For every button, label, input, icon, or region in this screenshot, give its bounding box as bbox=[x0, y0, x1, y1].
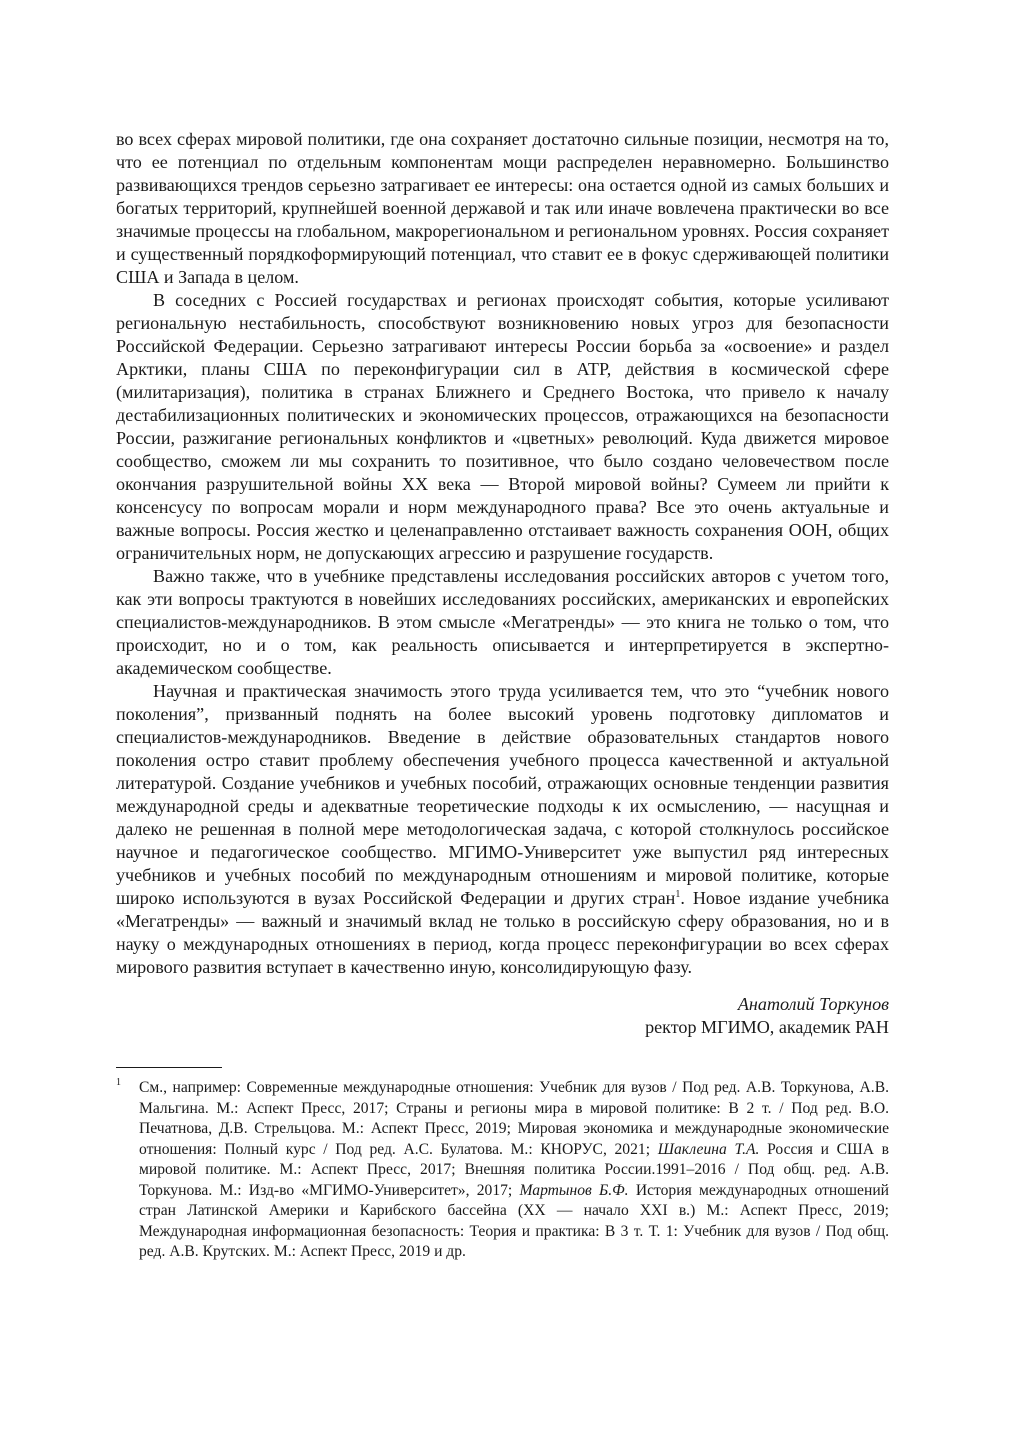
footnote-author-shakleina: Шаклеина Т.А. bbox=[657, 1140, 760, 1158]
footnote-author-martynov: Мартынов Б.Ф. bbox=[519, 1181, 629, 1199]
footnote-reference[interactable]: 1 bbox=[675, 888, 681, 900]
author-role: ректор МГИМО, академик РАН bbox=[645, 1017, 889, 1037]
paragraph-textbook-research: Важно также, что в учебнике представлены исследования российских авторов с учетом того, как эти вопросы трактуются в новейших исследованиях российских, американских и европейских специалистов-международников. В этом смысле «Мегатренды» — это книга не только о том, что происходит, но и о том, как реальность описывается и интерпретируется в экспертно-академическом сообществе. bbox=[116, 566, 889, 678]
author-name: Анатолий Торкунов bbox=[737, 994, 889, 1014]
paragraph-significance-text-end: . Новое издание учебника «Мегатренды» — важный и значимый вклад не только в российскую сферу образования, но и в науку о международных отношениях в период, когда процесс переконфигурации во всех сферах мирового развития вступает в качественно иную, консолидирующую фазу. bbox=[116, 888, 889, 977]
paragraph-significance bbox=[116, 680, 889, 979]
footnote-number: 1 bbox=[116, 1077, 121, 1088]
footnote-text: Россия и США в мировой политике. М.: Аспект Пресс, 2017; Внешняя политика России.1991–2016 / Под общ. ред. А.В. Торкунова. М.: Изд-во «МГИМО-Университет», 2017; bbox=[139, 1140, 889, 1199]
document-page bbox=[116, 128, 889, 1263]
paragraph-neighbor-states: В соседних с Россией государствах и регионах происходят события, которые усиливают региональную нестабильность, способствуют возникновению новых угроз для безопасности Российской Федерации. Серьезно затрагивают интересы России борьба за «освоение» и раздел Арктики, планы США по переконфигурации сил в АТР, действия в космической сфере (милитаризация), политика в странах Ближнего и Среднего Востока, что привело к началу дестабилизационных политических и экономических процессов, отражающихся на безопасности России, разжигание региональных конфликтов и «цветных» революций. Куда движется мировое сообщество, сможем ли мы сохранить то позитивное, что было создано человечеством после окончания разрушительной войны XX века — Второй мировой войны? Сумеем ли прийти к консенсусу по вопросам морали и норм международного права? Все это очень актуальные и важные вопросы. Россия жестко и целенаправленно отстаивает важность сохранения ООН, общих ограничительных норм, не допускающих агрессию и разрушение государств. bbox=[116, 290, 889, 563]
footnote bbox=[116, 1078, 889, 1263]
footnote-text: См., например: Современные международные отношения: Учебник для вузов / Под ред. А.В. Торкунова, А.В. Мальгина. М.: Аспект Пресс, 2017; Страны и регионы мира в мировой политике: В 2 т. / Под ред. В.О. Печатнова, Д.В. Стрельцова. М.: Аспект Пресс, 2019; Мировая экономика и международные экономические отношения: Полный курс / Под ред. А.С. Булатова. М.: КНОРУС, 2021; bbox=[139, 1079, 889, 1158]
signature-block bbox=[116, 993, 889, 1039]
paragraph-continuation: во всех сферах мировой политики, где она сохраняет достаточно сильные позиции, несмотря на то, что ее потенциал по отдельным компонентам мощи распределен неравномерно. Большинство развивающихся трендов серьезно затрагивает ее интересы: она остается одной из самых больших и богатых территорий, крупнейшей военной державой и так или иначе вовлечена практически во все значимые процессы на глобальном, макрорегиональном и региональном уровнях. Россия сохраняет и существенный порядкоформирующий потенциал, что ставит ее в фокус сдерживающей политики США и Запада в целом. bbox=[116, 129, 889, 287]
footnote-text: История международных отношений стран Латинской Америки и Карибского бассейна (XX — начало XXI в.) М.: Аспект Пресс, 2019; Международная информационная безопасность: Теория и практика: В 3 т. Т. 1: Учебник для вузов / Под общ. ред. А.В. Крутских. М.: Аспект Пресс, 2019 и др. bbox=[139, 1181, 890, 1260]
paragraph-significance-text: Научная и практическая значимость этого труда усиливается тем, что это “учебник нового поколения”, призванный поднять на более высокий уровень подготовку дипломатов и специалистов-международников. Введение в действие образовательных стандартов нового поколения остро ставит проблему обеспечения учебного процесса качественной и актуальной литературой. Создание учебников и учебных пособий, отражающих основные тенденции развития международной среды и адекватные теоретические подходы к их осмыслению, — насущная и далеко не решенная в полной мере методологическая задача, с которой столкнулось российское научное и педагогическое сообщество. МГИМО-Университет уже выпустил ряд интересных учебников и учебных пособий по международным отношениям и мировой политике, которые широко используются в вузах Российской Федерации и других стран bbox=[116, 681, 889, 908]
body-text bbox=[116, 128, 889, 979]
footnote-divider bbox=[116, 1067, 222, 1068]
